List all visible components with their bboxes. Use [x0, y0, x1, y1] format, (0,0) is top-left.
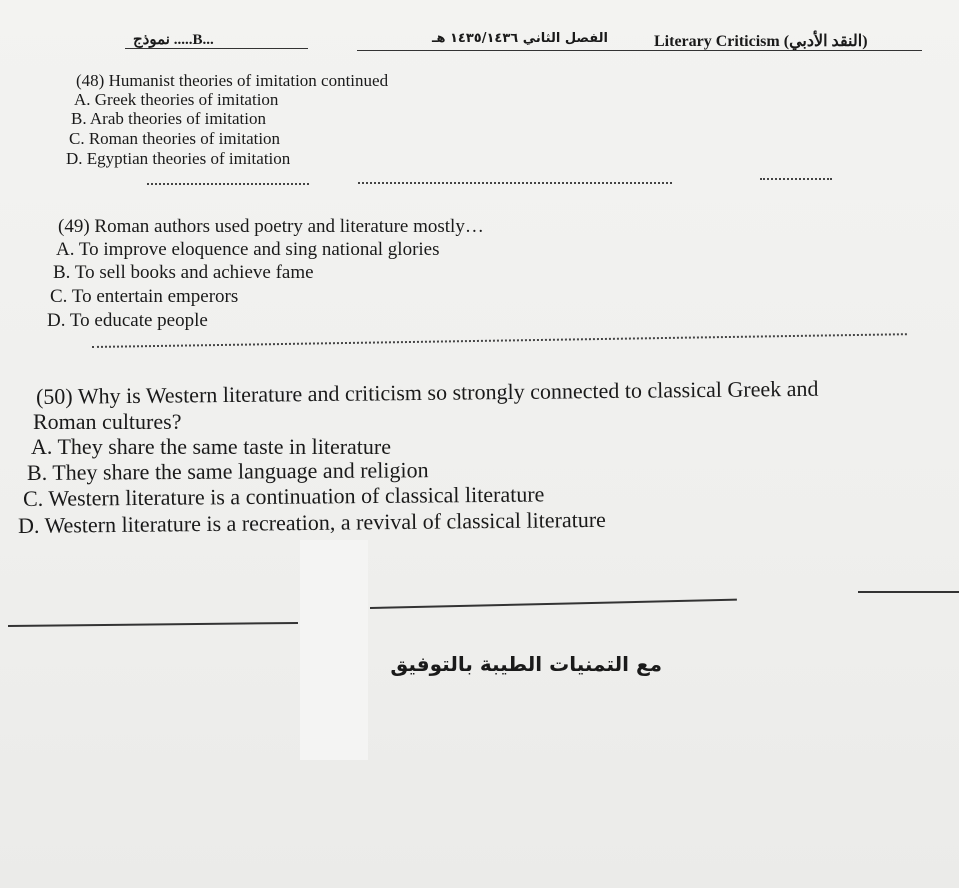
option-d: D. To educate people	[47, 310, 208, 331]
course-title: Literary Criticism (النقد الأدبي)	[654, 33, 868, 50]
separator-line	[370, 599, 737, 609]
separator-line	[858, 591, 959, 593]
option-c: C. Western literature is a continuation of classical literature	[22, 481, 545, 511]
dotted-separator	[760, 178, 832, 180]
option-a: A. To improve eloquence and sing national glories	[56, 239, 440, 260]
header-underline-right	[357, 50, 922, 51]
question-stem: (49) Roman authors used poetry and literature mostly…	[58, 216, 484, 237]
model-label: نموذج .....B...	[133, 32, 214, 48]
option-d: D. Western literature is a recreation, a revival of classical literature	[17, 506, 606, 538]
header-underline-left	[125, 48, 308, 49]
option-a: A. They share the same taste in literature	[31, 434, 392, 459]
option-c: C. To entertain emperors	[50, 286, 239, 307]
dotted-separator	[358, 182, 672, 184]
redacted-area	[300, 540, 368, 760]
option-a: A. Greek theories of imitation	[74, 90, 279, 109]
option-b: B. To sell books and achieve fame	[53, 262, 314, 283]
question-stem-line1: (50) Why is Western literature and criticism so strongly connected to classical Greek and	[35, 375, 819, 409]
dotted-separator	[92, 333, 907, 348]
dotted-separator	[147, 183, 309, 185]
option-b: B. Arab theories of imitation	[71, 109, 266, 128]
option-b: B. They share the same language and religion	[26, 457, 429, 485]
question-stem-line2: Roman cultures?	[33, 409, 182, 434]
option-d: D. Egyptian theories of imitation	[66, 149, 291, 168]
option-c: C. Roman theories of imitation	[69, 129, 281, 148]
semester-label: الفصل الثاني ١٤٣٥/١٤٣٦ هـ	[432, 31, 608, 46]
separator-line	[8, 622, 298, 627]
closing-wish: مع التمنيات الطيبة بالتوفيق	[390, 652, 662, 676]
question-stem: (48) Humanist theories of imitation continued	[76, 71, 389, 90]
